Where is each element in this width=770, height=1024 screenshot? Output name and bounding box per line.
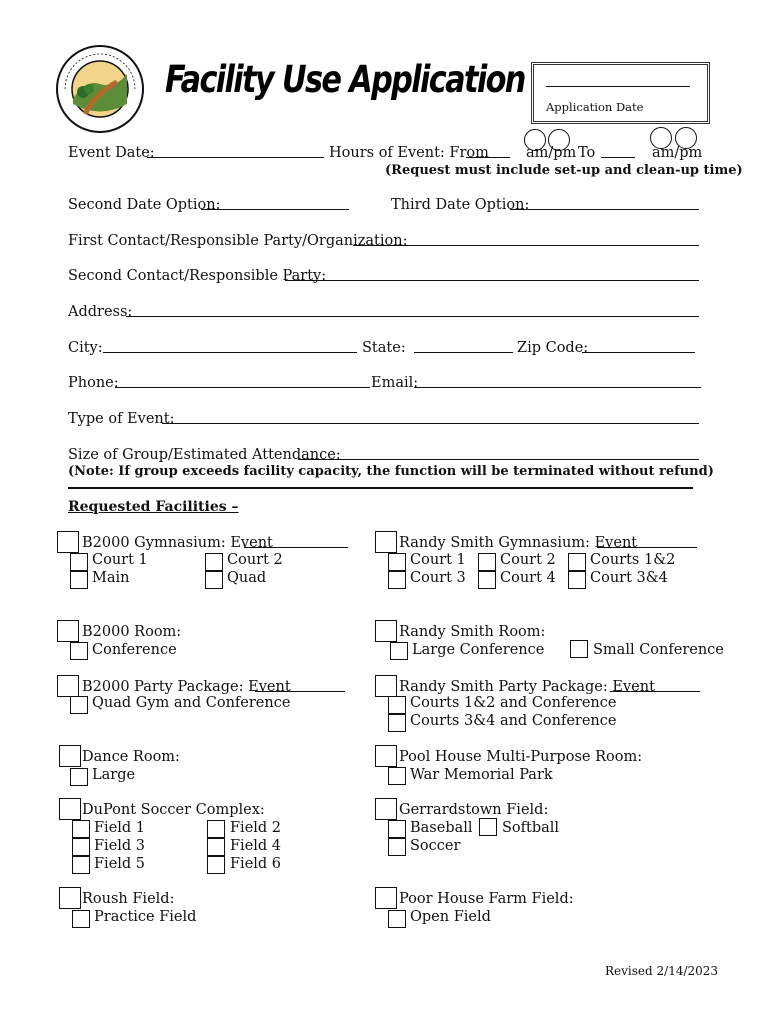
randy-gym-event-field[interactable] [597,535,697,548]
b2000-conference-label: Conference [92,642,177,658]
b2000-room-label: B2000 Room: [82,624,182,640]
poorhouse-open-checkbox[interactable] [388,910,406,928]
dupont-field1-label: Field 1 [94,820,146,836]
city-field[interactable] [103,340,357,353]
randy-gym-label: Randy Smith Gymnasium: Event [399,535,638,551]
randy-small-conf-checkbox[interactable] [570,640,588,658]
randy-courts34-conf-label: Courts 3&4 and Conference [410,713,617,729]
gerrardstown-soccer-checkbox[interactable] [388,838,406,856]
revised-date: Revised 2/14/2023 [605,964,719,978]
b2000-quad-label: Quad [227,570,267,586]
b2000-gym-event-field[interactable] [244,535,348,548]
gerrardstown-baseball-label: Baseball [410,820,473,836]
randy-large-conf-checkbox[interactable] [390,642,408,660]
randy-party-label: Randy Smith Party Package: Event [399,679,655,695]
b2000-conference-checkbox[interactable] [70,642,88,660]
gerrardstown-label: Gerrardstown Field: [399,802,549,818]
randy-court3-checkbox[interactable] [388,571,406,589]
randy-courts12-conf-label: Courts 1&2 and Conference [410,695,617,711]
event-type-label: Type of Event: [68,411,175,427]
application-date-label: Application Date [546,100,644,114]
randy-courts34-conf-checkbox[interactable] [388,714,406,732]
b2000-room-checkbox[interactable] [57,620,79,642]
dupont-field2-label: Field 2 [230,820,282,836]
pool-house-checkbox[interactable] [375,745,397,767]
third-date-field[interactable] [510,197,699,210]
gerrardstown-checkbox[interactable] [375,798,397,820]
randy-party-event-field[interactable] [610,679,700,692]
second-date-label: Second Date Option: [68,197,221,213]
dupont-field5-checkbox[interactable] [72,856,90,874]
dance-room-label: Dance Room: [82,749,180,765]
roush-practice-checkbox[interactable] [72,910,90,928]
war-memorial-label: War Memorial Park [410,767,553,783]
second-date-field[interactable] [201,197,349,210]
ampm-label-2: am/pm [652,145,703,161]
b2000-court1-label: Court 1 [92,552,148,568]
capacity-note: (Note: If group exceeds facility capacity, the function will be terminated without refund) [68,464,714,479]
randy-small-conf-label: Small Conference [593,642,724,658]
dance-large-label: Large [92,767,136,783]
third-date-label: Third Date Option: [391,197,530,213]
address-label: Address: [68,304,133,320]
facilities-heading: Requested Facilities – [68,499,239,515]
dupont-field1-checkbox[interactable] [72,820,90,838]
randy-room-checkbox[interactable] [375,620,397,642]
event-date-label: Event Date: [68,145,155,161]
application-date-line[interactable] [546,86,690,87]
zip-label: Zip Code: [517,340,589,356]
randy-court3-label: Court 3 [410,570,466,586]
dupont-checkbox[interactable] [59,798,81,820]
dupont-field4-checkbox[interactable] [207,838,225,856]
setup-note: (Request must include set-up and clean-up time) [385,163,743,178]
logo [55,44,145,134]
b2000-court2-checkbox[interactable] [205,553,223,571]
b2000-gym-label: B2000 Gymnasium: Event [82,535,273,551]
roush-practice-label: Practice Field [94,909,197,925]
randy-courts12-checkbox[interactable] [568,553,586,571]
zip-field[interactable] [582,340,695,353]
b2000-court2-label: Court 2 [227,552,283,568]
first-contact-field[interactable] [353,233,699,246]
email-label: Email: [371,375,419,391]
hours-from-field[interactable] [466,145,510,158]
dupont-label: DuPont Soccer Complex: [82,802,265,818]
dupont-field4-label: Field 4 [230,838,282,854]
b2000-party-checkbox[interactable] [57,675,79,697]
b2000-quad-conf-checkbox[interactable] [70,696,88,714]
city-label: City: [68,340,103,356]
gerrardstown-softball-checkbox[interactable] [479,818,497,836]
group-size-label: Size of Group/Estimated Attendance: [68,447,341,463]
email-field[interactable] [414,375,701,388]
group-size-field[interactable] [298,447,699,460]
randy-court1-label: Court 1 [410,552,466,568]
b2000-court1-checkbox[interactable] [70,553,88,571]
ampm-label-1: am/pm [526,145,577,161]
dupont-field3-checkbox[interactable] [72,838,90,856]
randy-large-conf-label: Large Conference [412,642,545,658]
phone-label: Phone: [68,375,119,391]
gerrardstown-softball-label: Softball [502,820,560,836]
dance-large-checkbox[interactable] [70,768,88,786]
state-field[interactable] [414,340,513,353]
first-contact-label: First Contact/Responsible Party/Organization: [68,233,408,249]
b2000-main-label: Main [92,570,130,586]
randy-courts34-checkbox[interactable] [568,571,586,589]
roush-checkbox[interactable] [59,887,81,909]
event-date-field[interactable] [147,145,324,158]
second-contact-field[interactable] [285,268,699,281]
divider [68,487,693,489]
address-field[interactable] [126,304,699,317]
poorhouse-open-label: Open Field [410,909,491,925]
randy-court4-checkbox[interactable] [478,571,496,589]
randy-court1-checkbox[interactable] [388,553,406,571]
dance-room-checkbox[interactable] [59,745,81,767]
randy-courts12-conf-checkbox[interactable] [388,696,406,714]
b2000-gym-checkbox[interactable] [57,531,79,553]
b2000-party-label: B2000 Party Package: Event [82,679,291,695]
randy-courts34-label: Court 3&4 [590,570,668,586]
randy-court4-label: Court 4 [500,570,556,586]
dupont-field3-label: Field 3 [94,838,146,854]
event-type-field[interactable] [162,411,699,424]
war-memorial-checkbox[interactable] [388,767,406,785]
phone-field[interactable] [115,375,370,388]
randy-court2-label: Court 2 [500,552,556,568]
roush-label: Roush Field: [82,891,175,907]
pool-house-label: Pool House Multi-Purpose Room: [399,749,643,765]
page-title: Facility Use Application [165,58,525,101]
poorhouse-checkbox[interactable] [375,887,397,909]
to-label: To [578,145,596,161]
randy-party-checkbox[interactable] [375,675,397,697]
b2000-quad-conf-label: Quad Gym and Conference [92,695,291,711]
b2000-main-checkbox[interactable] [70,571,88,589]
gerrardstown-baseball-checkbox[interactable] [388,820,406,838]
randy-courts12-label: Courts 1&2 [590,552,676,568]
state-label: State: [362,340,406,356]
randy-gym-checkbox[interactable] [375,531,397,553]
b2000-party-event-field[interactable] [255,679,345,692]
second-contact-label: Second Contact/Responsible Party: [68,268,327,284]
hours-label: Hours of Event: From [329,145,489,161]
b2000-quad-checkbox[interactable] [205,571,223,589]
dupont-field6-label: Field 6 [230,856,282,872]
dupont-field2-checkbox[interactable] [207,820,225,838]
dupont-field5-label: Field 5 [94,856,146,872]
application-date-box [531,62,710,124]
poorhouse-label: Poor House Farm Field: [399,891,574,907]
randy-court2-checkbox[interactable] [478,553,496,571]
randy-room-label: Randy Smith Room: [399,624,546,640]
gerrardstown-soccer-label: Soccer [410,838,461,854]
hours-to-field[interactable] [601,145,635,158]
dupont-field6-checkbox[interactable] [207,856,225,874]
